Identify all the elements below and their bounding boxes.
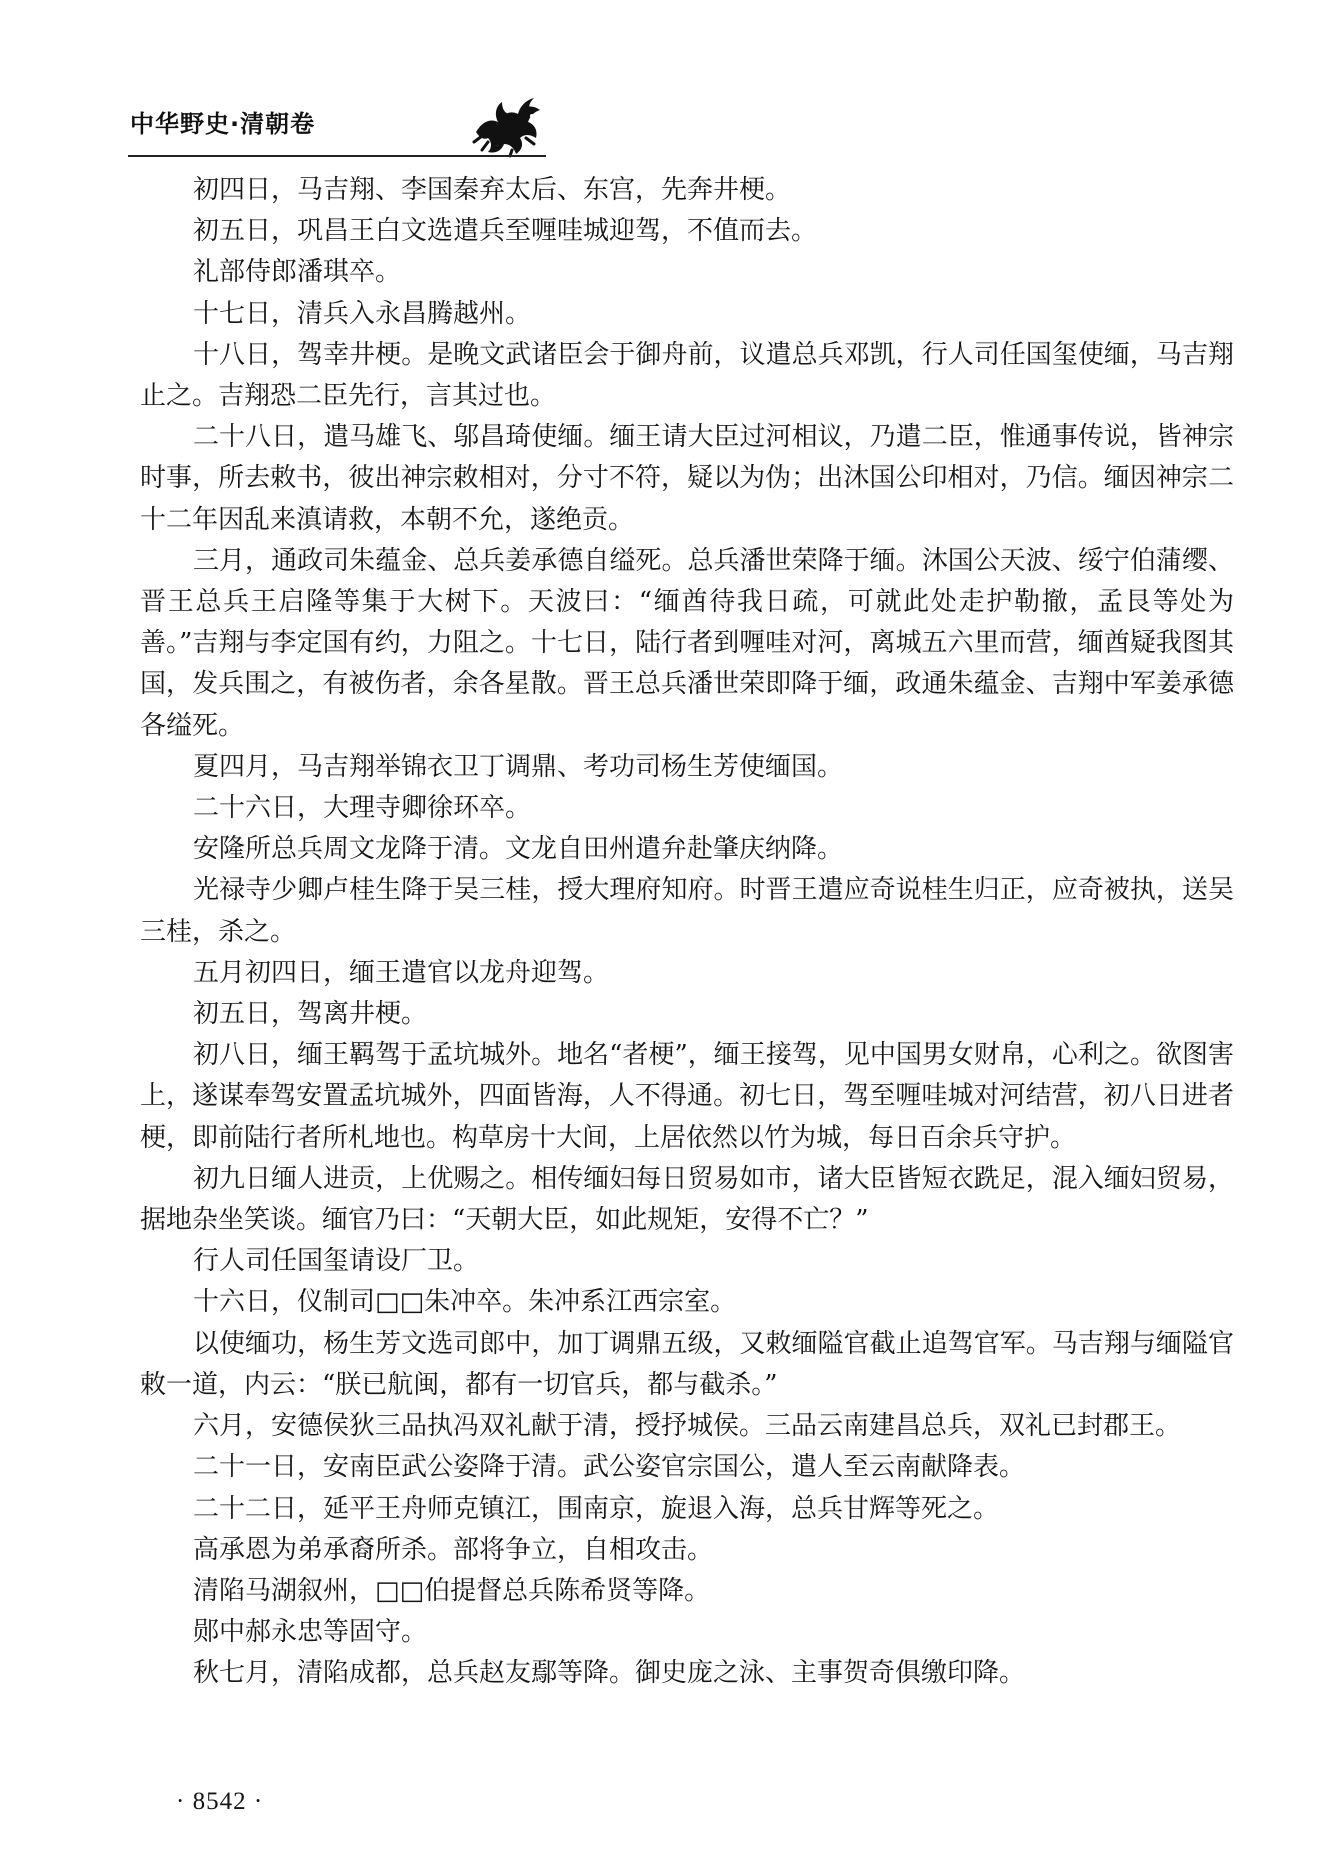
- paragraph: 夏四月，马吉翔举锦衣卫丁调鼎、考功司杨生芳使缅国。: [193, 751, 844, 782]
- paragraph: 郧中郝永忠等固守。: [193, 1617, 428, 1648]
- paragraph: 二十一日，安南臣武公姿降于清。武公姿官宗国公，遣人至云南献降表。: [193, 1452, 1026, 1483]
- paragraph: 五月初四日，缅王遣官以龙舟迎驾。: [193, 957, 610, 988]
- paragraph: 二十八日，遣马雄飞、邬昌琦使缅。缅王请大臣过河相议，乃遣二臣，惟通事传说，皆神宗时事，所去敕书，彼出神宗敕相对，分寸不符，疑以为伪；出沐国公印相对，乃信。缅因神宗二十二年因乱来滇请救，本朝不允，遂绝贡。: [140, 422, 1234, 535]
- paragraph: 清陷马湖叙州，□□伯提督总兵陈希贤等降。: [193, 1575, 711, 1606]
- paragraph: 以使缅功，杨生芳文选司郎中，加丁调鼎五级，又敕缅隘官截止追驾官军。马吉翔与缅隘官敕一道，内云：“朕已航闽，都有一切官兵，都与截杀。”: [140, 1328, 1234, 1400]
- paragraph: 六月，安德侯狄三品执冯双礼献于清，授抒城侯。三品云南建昌总兵，双礼已封郡王。: [193, 1411, 1182, 1442]
- paragraph: 十六日，仪制司□□朱冲卒。朱冲系江西宗室。: [193, 1287, 737, 1318]
- paragraph: 十八日，驾幸井梗。是晚文武诸臣会于御舟前，议遣总兵邓凯，行人司任国玺使缅，马吉翔止之。吉翔恐二臣先行，言其过也。: [140, 339, 1234, 412]
- paragraph: 礼部侍郎潘琪卒。: [193, 257, 402, 288]
- paragraph: 高承恩为弟承裔所杀。部将争立，自相攻击。: [193, 1534, 714, 1565]
- paragraph: 初五日，驾离井梗。: [193, 999, 428, 1030]
- paragraph: 二十六日，大理寺卿徐环卒。: [193, 793, 532, 824]
- paragraph: 光禄寺少卿卢桂生降于吴三桂，授大理府知府。时晋王遣应奇说桂生归正，应奇被执，送吴三桂，杀之。: [140, 875, 1234, 947]
- header-rule: [128, 155, 546, 157]
- paragraph: 初八日，缅王羁驾于孟坑城外。地名“者梗”，缅王接驾，见中国男女财帛，心利之。欲图害上，遂谋奉驾安置孟坑城外，四面皆海，人不得通。初七日，驾至喱哇城对河结营，初八日进者梗，即前陆行者所札地也。构草房十大间，上居依然以竹为城，每日百余兵守护。: [140, 1040, 1234, 1153]
- page-number: · 8542 ·: [176, 1788, 264, 1815]
- paragraph: 安隆所总兵周文龙降于清。文龙自田州遣弁赴肇庆纳降。: [193, 834, 844, 865]
- paragraph: 十七日，清兵入永昌腾越州。: [193, 298, 532, 329]
- paragraph: 三月，通政司朱蕴金、总兵姜承德自缢死。总兵潘世荣降于缅。沐国公天波、绥宁伯蒲缨、晋王总兵王启隆等集于大树下。天波曰：“缅酋待我日疏，可就此处走护勒撤，孟艮等处为善。”吉翔与李定国有约，力阻之。十七日，陆行者到喱哇对河，离城五六里而营，缅酋疑我图其国，发兵围之，有被伤者，余各星散。晋王总兵潘世荣即降于缅，政通朱蕴金、吉翔中军姜承德各缢死。: [140, 545, 1234, 741]
- paragraph: 二十二日，延平王舟师克镇江，围南京，旋退入海，总兵甘辉等死之。: [193, 1493, 1000, 1524]
- book-title: 中华野史·清朝卷: [130, 110, 316, 138]
- paragraph: 行人司任国玺请设厂卫。: [193, 1246, 480, 1277]
- paragraph: 初四日，马吉翔、李国秦弃太后、东宫，先奔井梗。: [193, 175, 792, 205]
- page-header: [128, 92, 548, 158]
- body-text: [140, 170, 1234, 1695]
- paragraph: 初五日，巩昌王白文选遣兵至喱哇城迎驾，不值而去。: [193, 216, 818, 247]
- dragon-icon: [468, 92, 548, 158]
- paragraph: 初九日缅人进贡，上优赐之。相传缅妇每日贸易如市，诸大臣皆短衣跣足，混入缅妇贸易，据地杂坐笑谈。缅官乃曰：“天朝大臣，如此规矩，安得不亡？”: [140, 1163, 1234, 1236]
- paragraph: 秋七月，清陷成都，总兵赵友鄢等降。御史庞之泳、主事贺奇俱缴印降。: [193, 1658, 1026, 1689]
